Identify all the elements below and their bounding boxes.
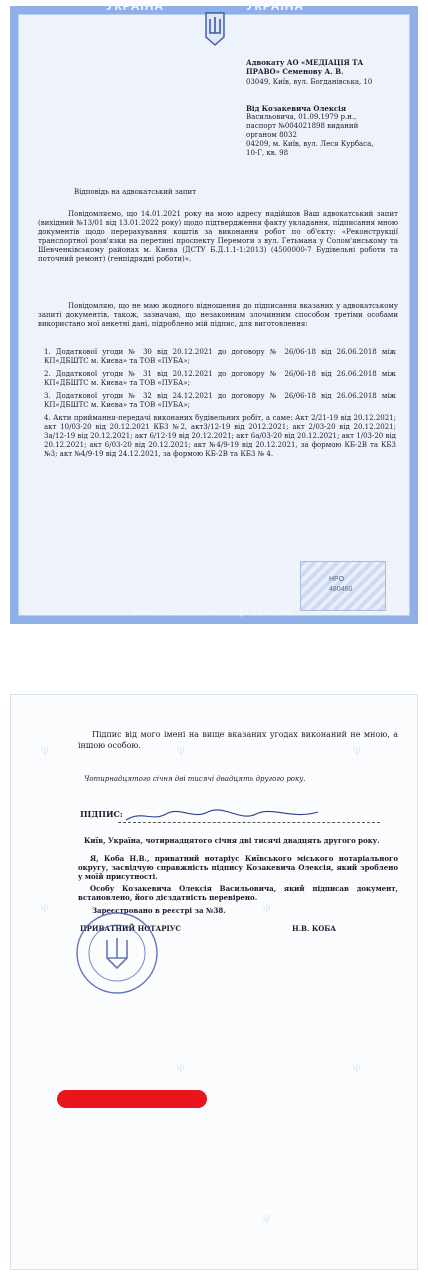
stamp-number: 480460 — [329, 586, 353, 593]
watermark-trident-icon: ψ — [176, 742, 186, 756]
sender-line-2: Васильовича, 01.09.1979 р.н., — [246, 113, 357, 121]
notary-name: Н.В. КОБА — [292, 924, 336, 933]
sender-line-6: 10-Г, кв. 98 — [246, 149, 289, 157]
list-item: 4. Акти приймання-передачі виконаних будівельних робіт, а саме: Акт 2/21-19 від 20.12.2021; акт 10/03-20 від 20.12.2021 КБ3 №2, акт3/12-19 від 2012.2021; акт 2/03-20 від 20.12.2021; 3а/12-19 від 20.12.2021; акт 6/12-19 від 20.12.2021; акт 6а/03-20 від 20.12.2021; акт 1/03-20 від 20.12.2021; акт 6/03-20 від 20.12.2021; акт №4/9-19 від 20.12.2021, за формою КБ-2В та КБ3 №3; акт №4/9-19 від 24.12.2021, за формою КБ-2В та КБ3 № 4. — [44, 414, 396, 458]
notary-seal-icon — [74, 910, 160, 996]
addressee-line-1: Адвокату АО «МЕДІАЦІЯ ТА — [246, 58, 364, 67]
watermark-trident-icon: ψ — [40, 900, 50, 914]
paragraph-1: Повідомляємо, що 14.01.2021 року на мою адресу надійшов Ваш адвокатський запит (вихідний №13/01 від 13.01.2022 року) щодо підтвердження факту укладання, підписання мною документів щодо перерахування коштів за виконання робот по об'єкту: «Реконструкції транспортної розв'язки на перетині проспекту Перемоги з вул. Гетьмана у Солом'янському та Шевченківському районах м. Києва (ДСТУ Б.Д.1.1-1:2013) (4500000-7 Будівельні роботи та поточний ремонт) (генпідрядні роботи)». — [38, 210, 398, 263]
watermark-trident-icon: ψ — [40, 742, 50, 756]
watermark-trident-icon: ψ — [262, 900, 272, 914]
stamp-code: НРО — [329, 576, 345, 583]
signature-line — [118, 822, 380, 823]
addressee-line-3: 03049, Київ, вул. Богданівська, 10 — [246, 78, 373, 86]
watermark-trident-icon: ψ — [352, 1060, 362, 1074]
list-item: 1. Додаткової угоди № 30 від 20.12.2021 до договору № 26/06-18 від 26.06.2018 між КП«ДБШТС м. Києва» та ТОВ «ПУБА»; — [44, 348, 396, 365]
list-item: 3. Додаткової угоди № 32 від 24.12.2021 до договору № 26/06-18 від 26.06.2018 між КП«ДБШТС м. Києва» та ТОВ «ПУБА»; — [44, 392, 396, 409]
trident-emblem-icon — [204, 11, 226, 47]
sender-line-5: 04209, м. Київ, вул. Леся Курбаса, — [246, 140, 374, 148]
paragraph-2: Повідомляю, що не маю жодного відношення до підписання вказаних у адвокатському запиті документів, також, зазначаю, що незаконним злочинним способом третіми особами використано мої анкетні дані, підроблено мій підпис, для виготовлення: — [38, 302, 398, 328]
signature-label: ПІДПИС: — [80, 809, 123, 819]
signature-statement: Підпис від мого імені на вище вказаних угодах виконаний не мною, а іншою особою. — [78, 730, 398, 750]
registry-number: Зареєстровано в реєстрі за №38. — [92, 906, 226, 915]
footer-ministry: МІНІСТЕРСТВО ЮСТИЦІЇ УКРАЇНИ — [132, 608, 294, 617]
list-item: 2. Додаткової угоди № 31 від 20.12.2021 до договору № 26/06-18 від 26.06.2018 між КП«ДБШТС м. Києва» та ТОВ «ПУБА»; — [44, 370, 396, 387]
sender-line-1: Від Козакевича Олексія — [246, 104, 347, 113]
redaction-bar — [57, 1090, 207, 1108]
watermark-trident-icon: ψ — [262, 1210, 272, 1224]
addressee-line-2: ПРАВО» Семенову А. В. — [246, 67, 344, 76]
watermark-trident-icon: ψ — [352, 742, 362, 756]
notary-place-date: Київ, Україна, чотирнадцятого січня дві тисячі двадцять другого року. — [84, 836, 380, 845]
letter-subject: Відповідь на адвокатський запит — [74, 188, 197, 196]
notary-certification: Я, Коба Н.В., приватний нотаріус Київського міського нотаріального округу, засвідчую справжність підпису Козакевича Олексія, який зроблено у моїй присутності. — [78, 854, 398, 881]
security-hologram-stamp — [300, 561, 386, 611]
statement-date: Чотирнадцятого січня дві тисячі двадцять другого року. — [84, 775, 306, 783]
notary-title: ПРИВАТНИЙ НОТАРІУС — [80, 924, 182, 933]
page-1-overlay — [10, 0, 418, 624]
header-left-title: УКРАЇНА — [106, 0, 165, 13]
sender-line-3: паспорт №004021898 виданий — [246, 122, 359, 130]
sender-line-4: органом 8032 — [246, 131, 297, 139]
watermark-trident-icon: ψ — [176, 1060, 186, 1074]
header-right-title: УКРАЇНА — [246, 0, 305, 13]
notary-identity-check: Особу Козакевича Олексія Васильовича, який підписав документ, встановлено, його дієздатність перевірено. — [78, 884, 398, 902]
